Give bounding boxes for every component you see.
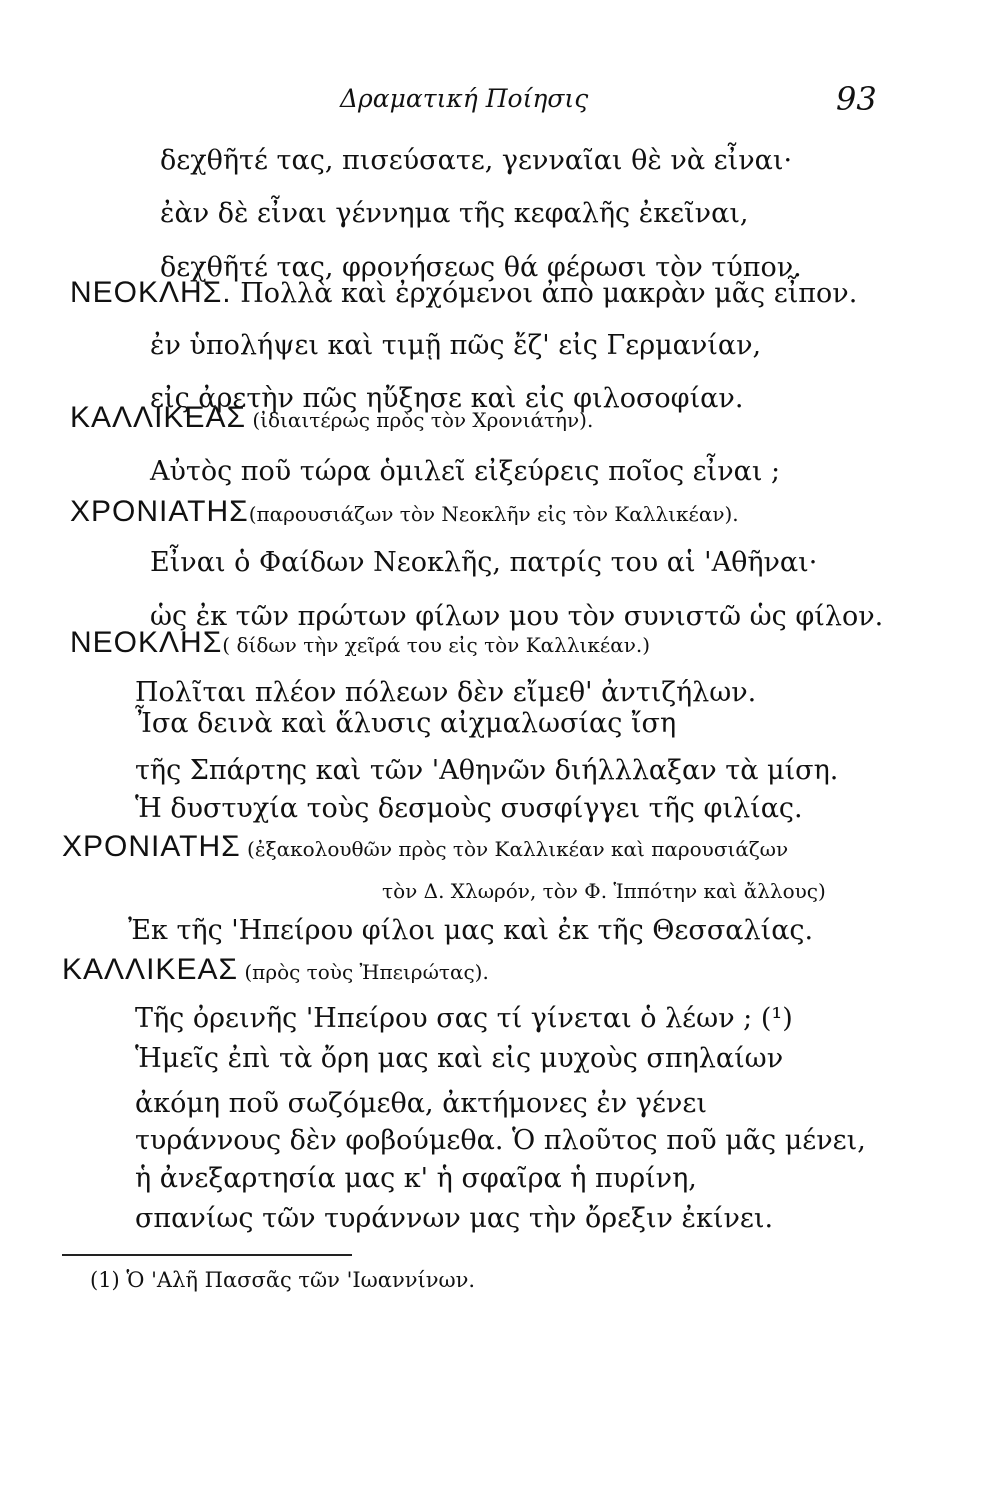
verse-line: [150, 603, 883, 630]
verse-text: Ἡμεῖς ἐπὶ τὰ ὄρη μας καὶ εἰς μυχοὺς σπηλαίων: [135, 1043, 784, 1074]
verse-text: Ἶσα δεινὰ καὶ ἅλυσις αἰχμαλωσίας ἴση: [135, 708, 677, 739]
verse-line: [135, 1005, 793, 1032]
verse-text: ἐν ὑπολήψει καὶ τιμῇ πῶς ἔζ' εἰς Γερμανίαν,: [150, 330, 762, 361]
verse-line: [135, 710, 676, 737]
stage-direction: (ἐξακολουθῶν πρὸς τὸν Καλλικέαν καὶ παρουσιάζων: [240, 837, 789, 861]
speaker-name: ΧΡΟΝΙΑΤΗΣ: [70, 495, 249, 528]
verse-text: ἀκόμη ποῦ σωζόμεθα, ἀκτήμονες ἐν γένει: [135, 1088, 707, 1119]
stage-direction-line: [62, 955, 489, 985]
running-header-title: Δραματική Ποίησις: [340, 84, 589, 113]
verse-text: ὡς ἐκ τῶν πρώτων φίλων μου τὸν συνιστῶ ὡς φίλον.: [150, 601, 884, 632]
speaker-name: ΚΑΛΛΙΚΕΑΣ: [62, 953, 239, 986]
verse-text: δεχθῆτέ τας, φρονήσεως θά φέρωσι τὸν τύπον.: [160, 252, 802, 283]
verse-text: ἐὰν δὲ εἶναι γέννημα τῆς κεφαλῆς ἐκεῖναι,: [160, 198, 749, 229]
verse-line: [135, 1127, 866, 1154]
verse-line: [135, 1205, 773, 1232]
stage-direction: (παρουσιάζων τὸν Νεοκλῆν εἰς τὸν Καλλικέαν).: [248, 502, 739, 526]
verse-text: εἰς ἀρετὴν πῶς ηὔξησε καὶ εἰς φιλοσοφίαν.: [150, 383, 744, 414]
verse-line: [150, 332, 761, 359]
footnote: (1) Ὁ 'Αλῆ Πασσᾶς τῶν 'Ιωαννίνων.: [90, 1268, 476, 1292]
speaker-name: ΚΑΛΛΙΚΕΑΣ: [70, 401, 247, 434]
verse-line: [135, 679, 756, 706]
verse-text: ἡ ἀνεξαρτησία μας κ' ἡ σφαῖρα ἡ πυρίνη,: [135, 1163, 697, 1194]
stage-direction-line: [70, 403, 593, 433]
verse-line: [128, 917, 813, 944]
stage-direction: ( δίδων τὴν χεῖρά του εἰς τὸν Καλλικέαν.): [222, 633, 651, 657]
stage-direction-line: [70, 497, 739, 527]
stage-direction: (ἰδιαιτέρως πρὸς τὸν Χρονιάτην).: [246, 408, 594, 432]
verse-line: [135, 757, 838, 784]
verse-text: Τῆς ὀρεινῆς 'Ηπείρου σας τί γίνεται ὁ λέων ; (¹): [135, 1003, 793, 1034]
stage-direction-line: [70, 628, 650, 658]
stage-direction: τὸν Δ. Χλωρόν, τὸν Φ. Ἱππότην καὶ ἄλλους): [382, 879, 826, 903]
verse-line: [150, 458, 780, 485]
verse-text: Ἐκ τῆς 'Ηπείρου φίλοι μας καὶ ἐκ τῆς Θεσσαλίας.: [128, 915, 814, 946]
verse-text: τῆς Σπάρτης καὶ τῶν 'Αθηνῶν διήλλλαξαν τὰ μίση.: [135, 755, 839, 786]
verse-line: [135, 1045, 783, 1072]
verse-line: [135, 1090, 707, 1117]
speaker-name: ΝΕΟΚΛΗΣ: [70, 626, 223, 659]
stage-direction-continuation: [382, 876, 826, 903]
speech-line: [70, 278, 857, 308]
verse-text: τυράννους δὲν φοβούμεθα. Ὁ πλοῦτος ποῦ μᾶς μένει,: [135, 1125, 866, 1156]
verse-text: δεχθῆτέ τας, πισεύσατε, γενναῖαι θὲ νὰ εἶναι·: [160, 145, 793, 176]
verse-text: Ἡ δυστυχία τοὺς δεσμοὺς συσφίγγει τῆς φιλίας.: [135, 793, 803, 824]
verse-text: Εἶναι ὁ Φαίδων Νεοκλῆς, πατρίς του αἱ 'Αθῆναι·: [150, 547, 818, 578]
verse-line: [160, 200, 749, 227]
verse-line: [150, 549, 817, 576]
verse-text: Πολῖται πλέον πόλεων δὲν εἴμεθ' ἀντιζήλων.: [135, 677, 757, 708]
verse-line: [160, 254, 802, 281]
page-number: 93: [836, 80, 877, 118]
verse-text: Πολλὰ καὶ ἐρχόμενοι ἀπὸ μακρὰν μᾶς εἶπον.: [231, 278, 858, 309]
speaker-name: ΧΡΟΝΙΑΤΗΣ: [62, 830, 241, 863]
verse-line: [135, 1165, 697, 1192]
verse-text: Αὐτὸς ποῦ τώρα ὁμιλεῖ εἰξεύρεις ποῖος εἶναι ;: [150, 456, 781, 487]
verse-line: [135, 795, 803, 822]
stage-direction-line: [62, 832, 788, 862]
footnote-divider: [62, 1254, 352, 1256]
stage-direction: (πρὸς τοὺς Ἠπειρώτας).: [238, 960, 489, 984]
verse-line: [160, 147, 792, 174]
speaker-name: ΝΕΟΚΛΗΣ.: [70, 276, 232, 309]
verse-text: σπανίως τῶν τυράννων μας τὴν ὄρεξιν ἐκίνει.: [135, 1203, 774, 1234]
